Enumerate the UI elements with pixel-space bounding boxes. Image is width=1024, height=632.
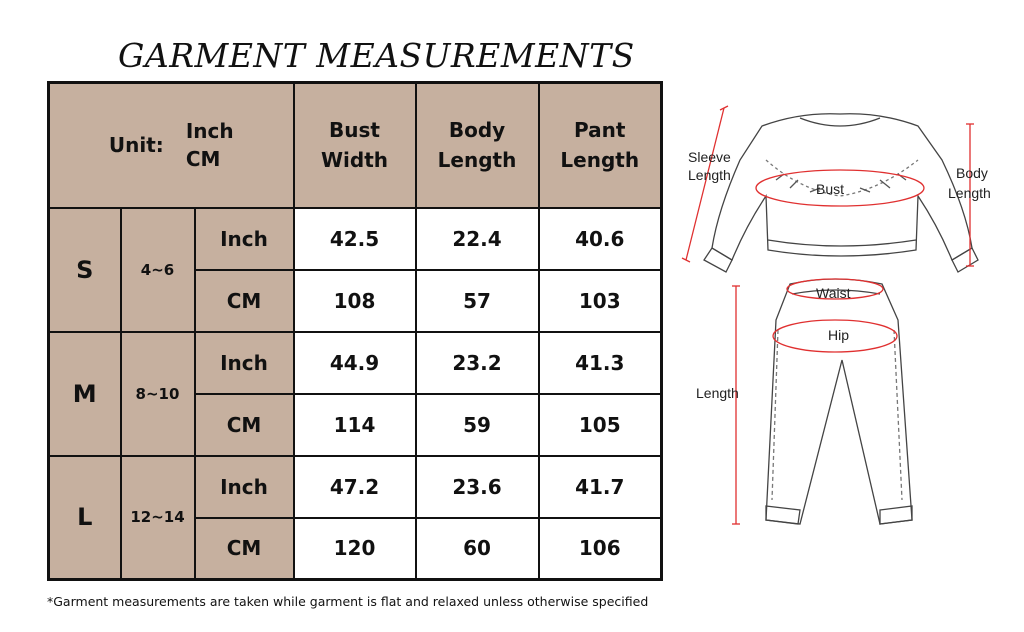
body-length-label-line1: Body <box>956 165 988 181</box>
unit-cell: CM <box>195 518 294 580</box>
sleeve-length-label-line2: Length <box>688 167 731 183</box>
waist-label: Waist <box>816 285 851 301</box>
age-range: 12~14 <box>121 456 195 580</box>
hip-label: Hip <box>828 327 850 343</box>
unit-cm-label: CM <box>185 147 221 172</box>
table-row <box>49 456 662 518</box>
pant-length-header-line1: Pant <box>574 118 626 143</box>
header-row <box>49 83 662 208</box>
pant-length-value: 105 <box>539 394 662 456</box>
pant-length-value: 106 <box>539 518 662 580</box>
size-label: L <box>49 456 121 580</box>
measurement-diagram <box>680 100 1010 540</box>
bust-width-header-line2: Width <box>320 148 389 173</box>
age-range: 8~10 <box>121 332 195 456</box>
unit-cell: Inch <box>195 332 294 394</box>
body-length-value: 59 <box>416 394 539 456</box>
pants-illustration <box>766 279 912 524</box>
pant-length-header <box>539 83 662 208</box>
unit-cell: CM <box>195 394 294 456</box>
pant-length-value: 41.7 <box>539 456 662 518</box>
page-title: GARMENT MEASUREMENTS <box>118 36 635 75</box>
bust-label: Bust <box>816 181 845 197</box>
length-label: Length <box>696 385 739 401</box>
body-length-value: 57 <box>416 270 539 332</box>
size-chart-table <box>47 81 663 581</box>
body-length-value: 60 <box>416 518 539 580</box>
body-length-header-line2: Length <box>437 148 517 173</box>
body-length-header <box>416 83 539 208</box>
bust-value: 47.2 <box>294 456 416 518</box>
unit-cell: Inch <box>195 208 294 270</box>
size-label: S <box>49 208 121 332</box>
body-length-value: 23.2 <box>416 332 539 394</box>
pant-length-header-line2: Length <box>560 148 640 173</box>
age-range: 4~6 <box>121 208 195 332</box>
bust-value: 114 <box>294 394 416 456</box>
unit-inch-label: Inch <box>185 119 234 144</box>
unit-cell: Inch <box>195 456 294 518</box>
body-length-header-line1: Body <box>448 118 506 143</box>
bust-value: 42.5 <box>294 208 416 270</box>
footnote: *Garment measurements are taken while garment is flat and relaxed unless otherwise specified <box>47 594 649 609</box>
table-row <box>49 208 662 270</box>
bust-width-header-line1: Bust <box>329 118 380 143</box>
size-label: M <box>49 332 121 456</box>
pant-length-value: 103 <box>539 270 662 332</box>
pant-length-value: 40.6 <box>539 208 662 270</box>
table-row <box>49 332 662 394</box>
body-length-value: 23.6 <box>416 456 539 518</box>
bust-value: 44.9 <box>294 332 416 394</box>
unit-cell: CM <box>195 270 294 332</box>
pants-markers <box>732 279 897 524</box>
unit-header-cell <box>49 83 294 208</box>
pant-length-value: 41.3 <box>539 332 662 394</box>
body-length-label-line2: Length <box>948 185 991 201</box>
bust-width-header <box>294 83 416 208</box>
bust-value: 108 <box>294 270 416 332</box>
bust-value: 120 <box>294 518 416 580</box>
body-length-value: 22.4 <box>416 208 539 270</box>
unit-label: Unit: <box>108 133 164 158</box>
sleeve-length-label-line1: Sleeve <box>688 149 731 165</box>
